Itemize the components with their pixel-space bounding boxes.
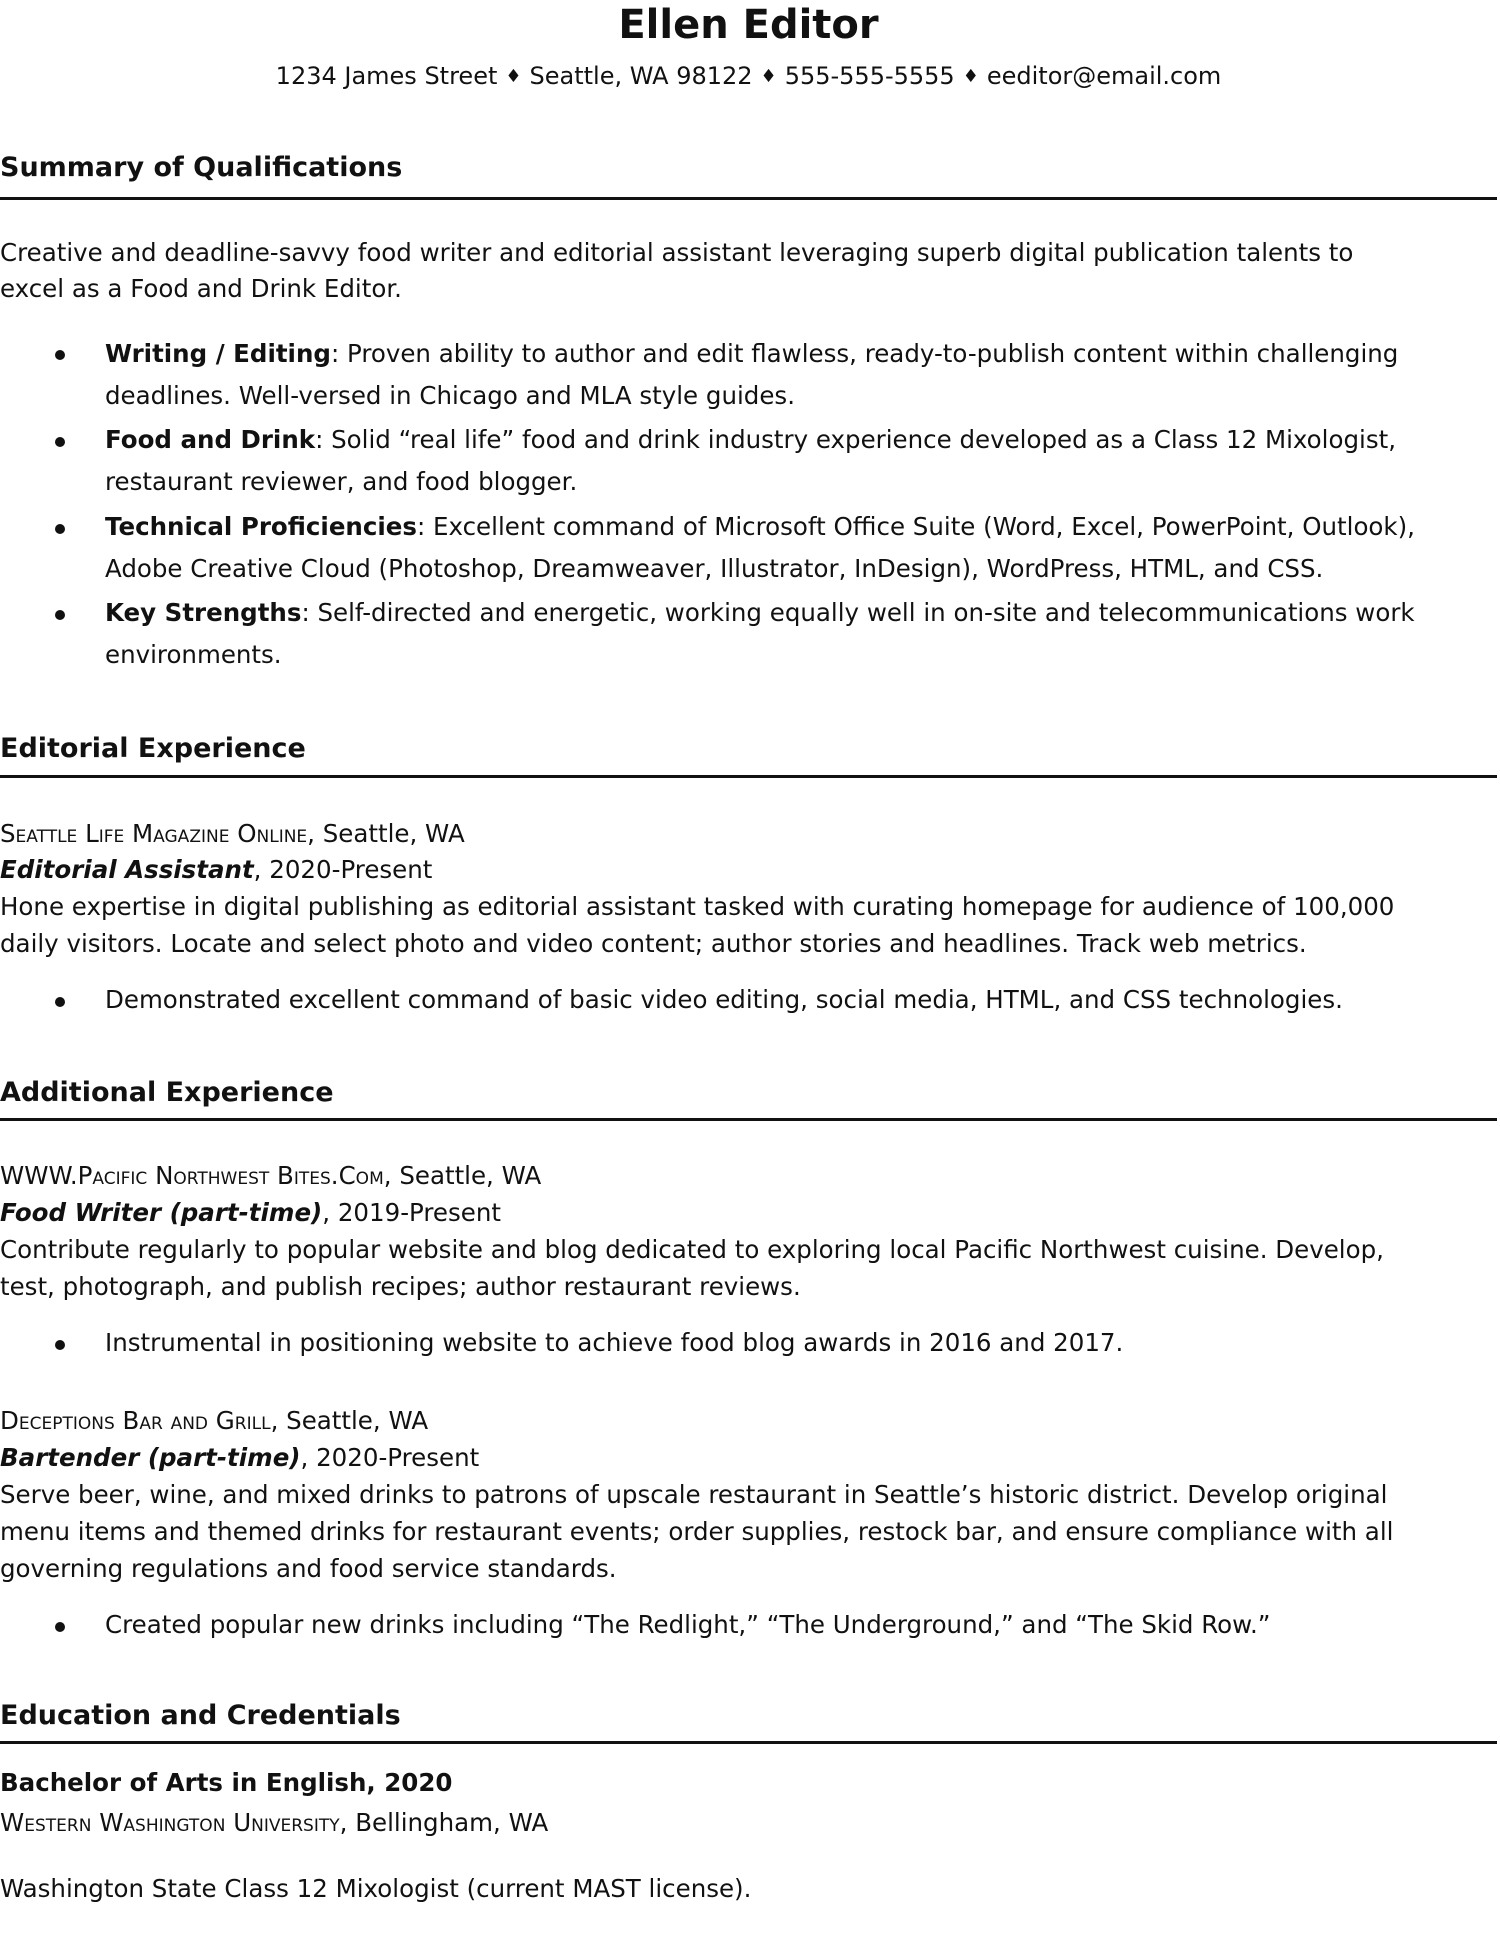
summary-intro-line: Creative and deadline-savvy food writer and editorial assistant leveraging superb digital publication talents to: [0, 238, 1354, 267]
role-line: Bartender (part-time), 2020-Present: [0, 1443, 480, 1472]
job-bullet: Demonstrated excellent command of basic video editing, social media, HTML, and CSS technologies.: [105, 985, 1343, 1014]
summary-bullet: Food and Drink: Solid “real life” food and drink industry experience developed as a Class 12 Mixologist,: [105, 425, 1396, 454]
diamond-separator-icon: ♦: [505, 66, 522, 87]
summary-bullet-continued: restaurant reviewer, and food blogger.: [105, 467, 578, 496]
summary-intro-line: excel as a Food and Drink Editor.: [0, 274, 402, 303]
summary-bullet-continued: environments.: [105, 640, 282, 669]
section-title-summary: Summary of Qualifications: [0, 152, 403, 183]
job-description-line: Contribute regularly to popular website and blog dedicated to exploring local Pacific Northwest cuisine. Develop,: [0, 1235, 1384, 1264]
credential: Washington State Class 12 Mixologist (current MAST license).: [0, 1874, 752, 1903]
bullet-icon: [55, 997, 65, 1007]
section-divider: [0, 197, 1497, 200]
bullet-icon: [55, 1622, 65, 1632]
job-description-line: menu items and themed drinks for restaurant events; order supplies, restock bar, and ensure compliance with all: [0, 1517, 1394, 1546]
job-bullet: Instrumental in positioning website to achieve food blog awards in 2016 and 2017.: [105, 1328, 1124, 1357]
bullet-icon: [55, 350, 65, 360]
bullet-icon: [55, 524, 65, 534]
school-line: Western Washington University, Bellingham, WA: [0, 1808, 549, 1837]
role-line: Editorial Assistant, 2020-Present: [0, 855, 433, 884]
bullet-icon: [55, 437, 65, 447]
summary-bullet-continued: deadlines. Well-versed in Chicago and MLA style guides.: [105, 381, 795, 410]
summary-bullet-continued: Adobe Creative Cloud (Photoshop, Dreamweaver, Illustrator, InDesign), WordPress, HTML, and CSS.: [105, 554, 1324, 583]
company-name: Deceptions Bar and Grill: [0, 1406, 271, 1435]
company-line: Seattle Life Magazine Online, Seattle, WA: [0, 819, 465, 848]
diamond-separator-icon: ♦: [962, 66, 979, 87]
diamond-separator-icon: ♦: [760, 66, 777, 87]
job-description-line: Hone expertise in digital publishing as editorial assistant tasked with curating homepage for audience of 100,000: [0, 892, 1395, 921]
degree: Bachelor of Arts in English, 2020: [0, 1768, 453, 1797]
job-description-line: test, photograph, and publish recipes; author restaurant reviews.: [0, 1272, 801, 1301]
job-bullet: Created popular new drinks including “The Redlight,” “The Underground,” and “The Skid Row.”: [105, 1610, 1271, 1639]
job-title: Food Writer (part-time): [0, 1198, 323, 1227]
company-name: Seattle Life Magazine Online: [0, 819, 308, 848]
section-divider: [0, 1741, 1497, 1744]
section-divider: [0, 1118, 1497, 1121]
role-line: Food Writer (part-time), 2019-Present: [0, 1198, 501, 1227]
bullet-icon: [55, 1340, 65, 1350]
summary-bullet: Technical Proficiencies: Excellent command of Microsoft Office Suite (Word, Excel, PowerPoint, Outlook),: [105, 512, 1415, 541]
address: 1234 James Street: [275, 62, 498, 90]
candidate-name: Ellen Editor: [618, 2, 879, 48]
job-description-line: Serve beer, wine, and mixed drinks to patrons of upscale restaurant in Seattle’s historic district. Develop original: [0, 1480, 1388, 1509]
job-description-line: governing regulations and food service standards.: [0, 1554, 617, 1583]
school-name: Western Washington University: [0, 1808, 340, 1837]
job-title: Editorial Assistant: [0, 855, 254, 884]
company-line: WWW.Pacific Northwest Bites.Com, Seattle, WA: [0, 1161, 542, 1190]
company-name: WWW.Pacific Northwest Bites.Com: [0, 1161, 384, 1190]
section-divider: [0, 775, 1497, 778]
job-description-line: daily visitors. Locate and select photo and video content; author stories and headlines. Track web metrics.: [0, 929, 1307, 958]
section-title-additional: Additional Experience: [0, 1077, 334, 1108]
contact-line: [0, 62, 1497, 90]
section-title-education: Education and Credentials: [0, 1700, 401, 1731]
summary-bullet: Writing / Editing: Proven ability to author and edit flawless, ready-to-publish content within challenging: [105, 339, 1399, 368]
section-title-editorial: Editorial Experience: [0, 733, 306, 764]
email[interactable]: eeditor@email.com: [986, 62, 1222, 90]
company-line: Deceptions Bar and Grill, Seattle, WA: [0, 1406, 429, 1435]
phone: 555-555-5555: [784, 62, 955, 90]
job-title: Bartender (part-time): [0, 1443, 301, 1472]
summary-bullet: Key Strengths: Self-directed and energetic, working equally well in on-site and telecommunications work: [105, 598, 1415, 627]
bullet-icon: [55, 610, 65, 620]
city-state-zip: Seattle, WA 98122: [529, 62, 753, 90]
